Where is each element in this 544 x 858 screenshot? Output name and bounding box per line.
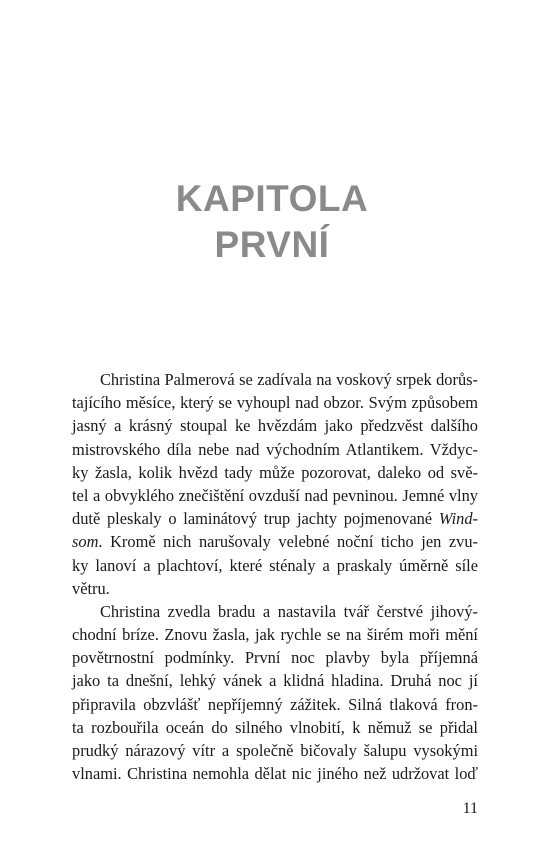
text-line: Christina zvedla bradu a nastavila tvář čerstvé jihový- <box>100 601 478 621</box>
text-line: tel a obvyklého znečištění ovzduší nad pevninou. Jemné vlny <box>72 485 478 505</box>
chapter-heading <box>0 176 544 268</box>
text-line: ta rozbouřila oceán do silného vlnobití, k němuž se přidal <box>72 717 478 737</box>
text-line: prudký nárazový vítr a společně bičovaly šalupu vysokými <box>72 741 478 760</box>
ship-name-italic: Wind- <box>438 509 478 529</box>
text-line: vlnami. Christina nemohla dělat nic jiného než udržovat loď <box>72 764 478 784</box>
text-line: mistrovského díla nebe nad východním Atlantikem. Vždyc- <box>72 439 478 459</box>
page-number: 11 <box>462 800 478 817</box>
chapter-heading-line1: KAPITOLA <box>175 178 369 219</box>
text-line <box>72 507 478 530</box>
chapter-body <box>72 368 478 785</box>
text-line: chodní bríze. Znovu žasla, jak rychle se na širém moři mění <box>72 625 478 645</box>
text-line: ky lanoví a plachtoví, které sténaly a praskaly úměrně síle <box>72 555 478 575</box>
text-segment: dutě pleskaly o laminátový trup jachty pojmenované <box>72 509 439 529</box>
text-line: ky žasla, kolik hvězd tady může pozorovat, daleko od svě- <box>72 462 478 482</box>
chapter-heading-line2: PRVNÍ <box>214 224 330 265</box>
text-line: povětrnostní podmínky. První noc plavby byla příjemná <box>72 648 478 668</box>
text-line <box>72 530 478 553</box>
ship-name-italic: som <box>72 532 99 552</box>
text-segment: . Kromě nich narušovaly velebné noční ticho jen zvu- <box>98 532 478 552</box>
text-line: větru. <box>72 578 110 598</box>
text-line: tajícího měsíce, který se vyhoupl nad obzor. Svým způsobem <box>72 393 478 413</box>
text-line: připravila obzvlášť nepříjemný zážitek. Silná tlaková fron- <box>72 694 478 714</box>
text-line: Christina Palmerová se zadívala na voskový srpek dorůs- <box>100 370 478 389</box>
text-line: jasný a krásný stoupal ke hvězdám jako předzvěst dalšího <box>72 416 478 436</box>
text-line: jako ta dnešní, lehký vánek a klidná hladina. Druhá noc jí <box>72 671 478 691</box>
